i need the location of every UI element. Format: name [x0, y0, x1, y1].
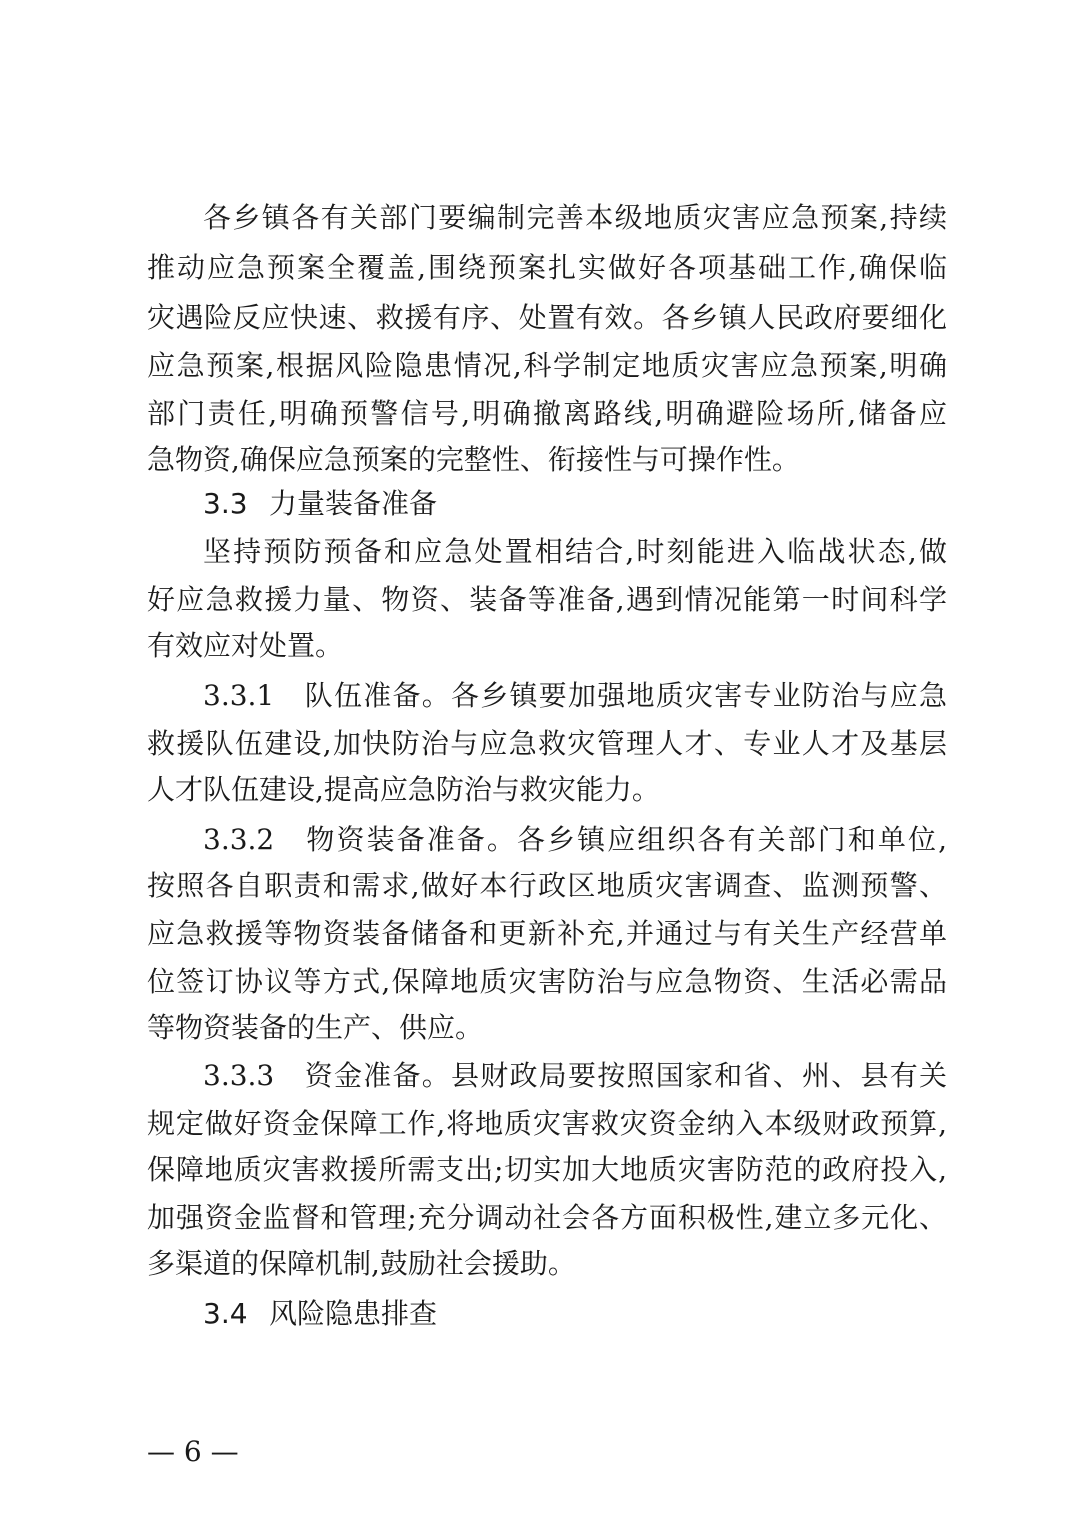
paragraph-line: 有效应对处置。	[147, 629, 344, 662]
paragraph-line: 救援队伍建设,加快防治与应急救灾管理人才、专业人才及基层	[147, 727, 947, 760]
section-heading-3-4	[203, 1294, 437, 1334]
paragraph-line: 人才队伍建设,提高应急防治与救灾能力。	[147, 773, 660, 806]
paragraph-line: 应急救援等物资装备储备和更新补充,并通过与有关生产经营单	[147, 917, 947, 950]
section-number: 3.4	[203, 1297, 248, 1330]
paragraph-line: 急物资,确保应急预案的完整性、衔接性与可操作性。	[147, 443, 800, 476]
paragraph-line: 灾遇险反应快速、救援有序、处置有效。各乡镇人民政府要细化	[147, 301, 947, 334]
paragraph-line: 部门责任,明确预警信号,明确撤离路线,明确避险场所,储备应	[147, 397, 947, 430]
page-number: — 6 —	[147, 1435, 239, 1468]
paragraph-line: 规定做好资金保障工作,将地质灾害救灾资金纳入本级财政预算,	[147, 1107, 947, 1140]
paragraph-line: 各乡镇各有关部门要编制完善本级地质灾害应急预案,持续	[203, 201, 947, 234]
paragraph-line: 保障地质灾害救援所需支出;切实加大地质灾害防范的政府投入,	[147, 1153, 947, 1186]
paragraph-line: 3.3.3 资金准备。县财政局要按照国家和省、州、县有关	[203, 1059, 947, 1092]
paragraph-line: 3.3.1 队伍准备。各乡镇要加强地质灾害专业防治与应急	[203, 679, 947, 712]
paragraph-line: 推动应急预案全覆盖,围绕预案扎实做好各项基础工作,确保临	[147, 251, 947, 284]
paragraph-line: 多渠道的保障机制,鼓励社会援助。	[147, 1247, 576, 1280]
section-title: 力量装备准备	[269, 487, 438, 520]
paragraph-line: 加强资金监督和管理;充分调动社会各方面积极性,建立多元化、	[147, 1201, 947, 1234]
section-title: 风险隐患排查	[269, 1297, 438, 1330]
section-number: 3.3	[203, 487, 248, 520]
section-heading-3-3	[203, 484, 437, 524]
paragraph-line: 坚持预防预备和应急处置相结合,时刻能进入临战状态,做	[203, 535, 947, 568]
paragraph-line: 按照各自职责和需求,做好本行政区地质灾害调查、监测预警、	[147, 869, 947, 902]
paragraph-line: 位签订协议等方式,保障地质灾害防治与应急物资、生活必需品	[147, 965, 947, 998]
paragraph-line: 3.3.2 物资装备准备。各乡镇应组织各有关部门和单位,	[203, 823, 947, 856]
paragraph-line: 应急预案,根据风险隐患情况,科学制定地质灾害应急预案,明确	[147, 349, 947, 382]
paragraph-line: 等物资装备的生产、供应。	[147, 1011, 484, 1044]
paragraph-line: 好应急救援力量、物资、装备等准备,遇到情况能第一时间科学	[147, 583, 947, 616]
